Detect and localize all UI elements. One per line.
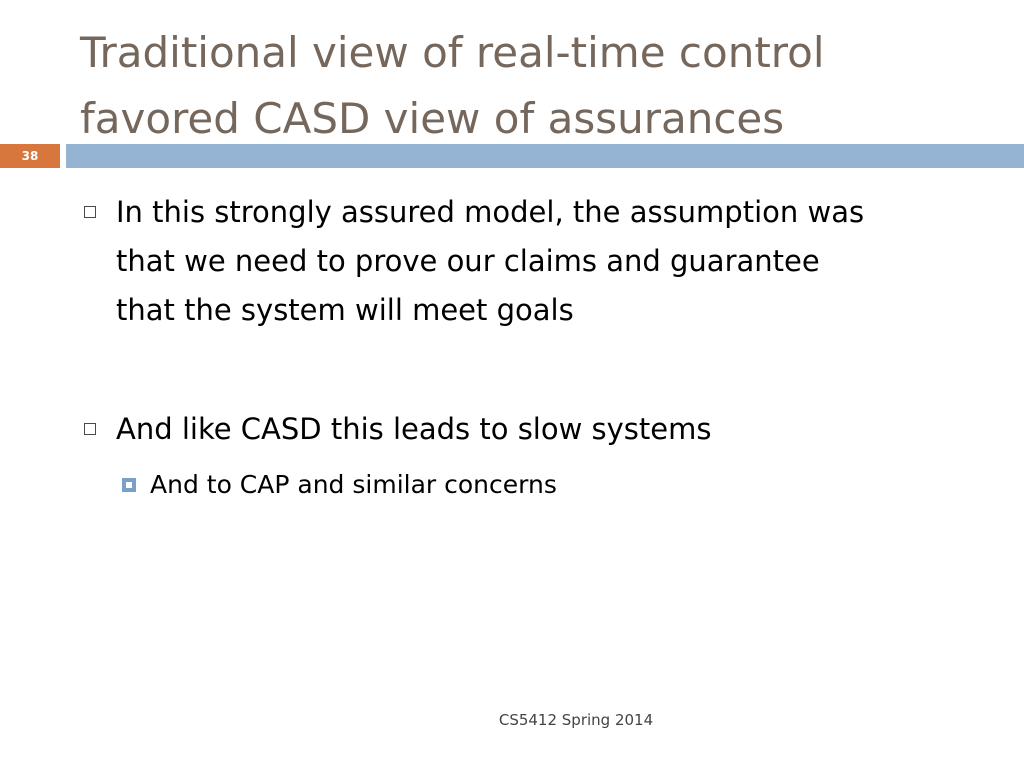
title-divider-bar — [66, 144, 1024, 168]
filled-square-icon — [122, 478, 136, 492]
bullet-item-1-line-2: that we need to prove our claims and guarantee — [116, 244, 820, 278]
bullet-item-2-line-1: And like CASD this leads to slow systems — [116, 412, 712, 446]
slide-title-line-2: favored CASD view of assurances — [80, 94, 785, 143]
hollow-square-icon — [84, 423, 96, 435]
slide-footer: CS5412 Spring 2014 — [498, 711, 654, 729]
bullet-item-1-line-3: that the system will meet goals — [116, 293, 574, 327]
bullet-item-1-line-1: In this strongly assured model, the assumption was — [116, 195, 865, 229]
slide-number-badge: 38 — [0, 144, 60, 168]
sub-bullet-item-1 — [122, 466, 557, 504]
sub-bullet-item-1-text: And to CAP and similar concerns — [150, 470, 557, 499]
slide-title — [80, 20, 1000, 152]
bullet-item-2 — [80, 405, 712, 454]
hollow-square-icon — [84, 206, 96, 218]
slide-title-line-1: Traditional view of real-time control — [80, 28, 825, 77]
bullet-item-1 — [80, 188, 864, 335]
